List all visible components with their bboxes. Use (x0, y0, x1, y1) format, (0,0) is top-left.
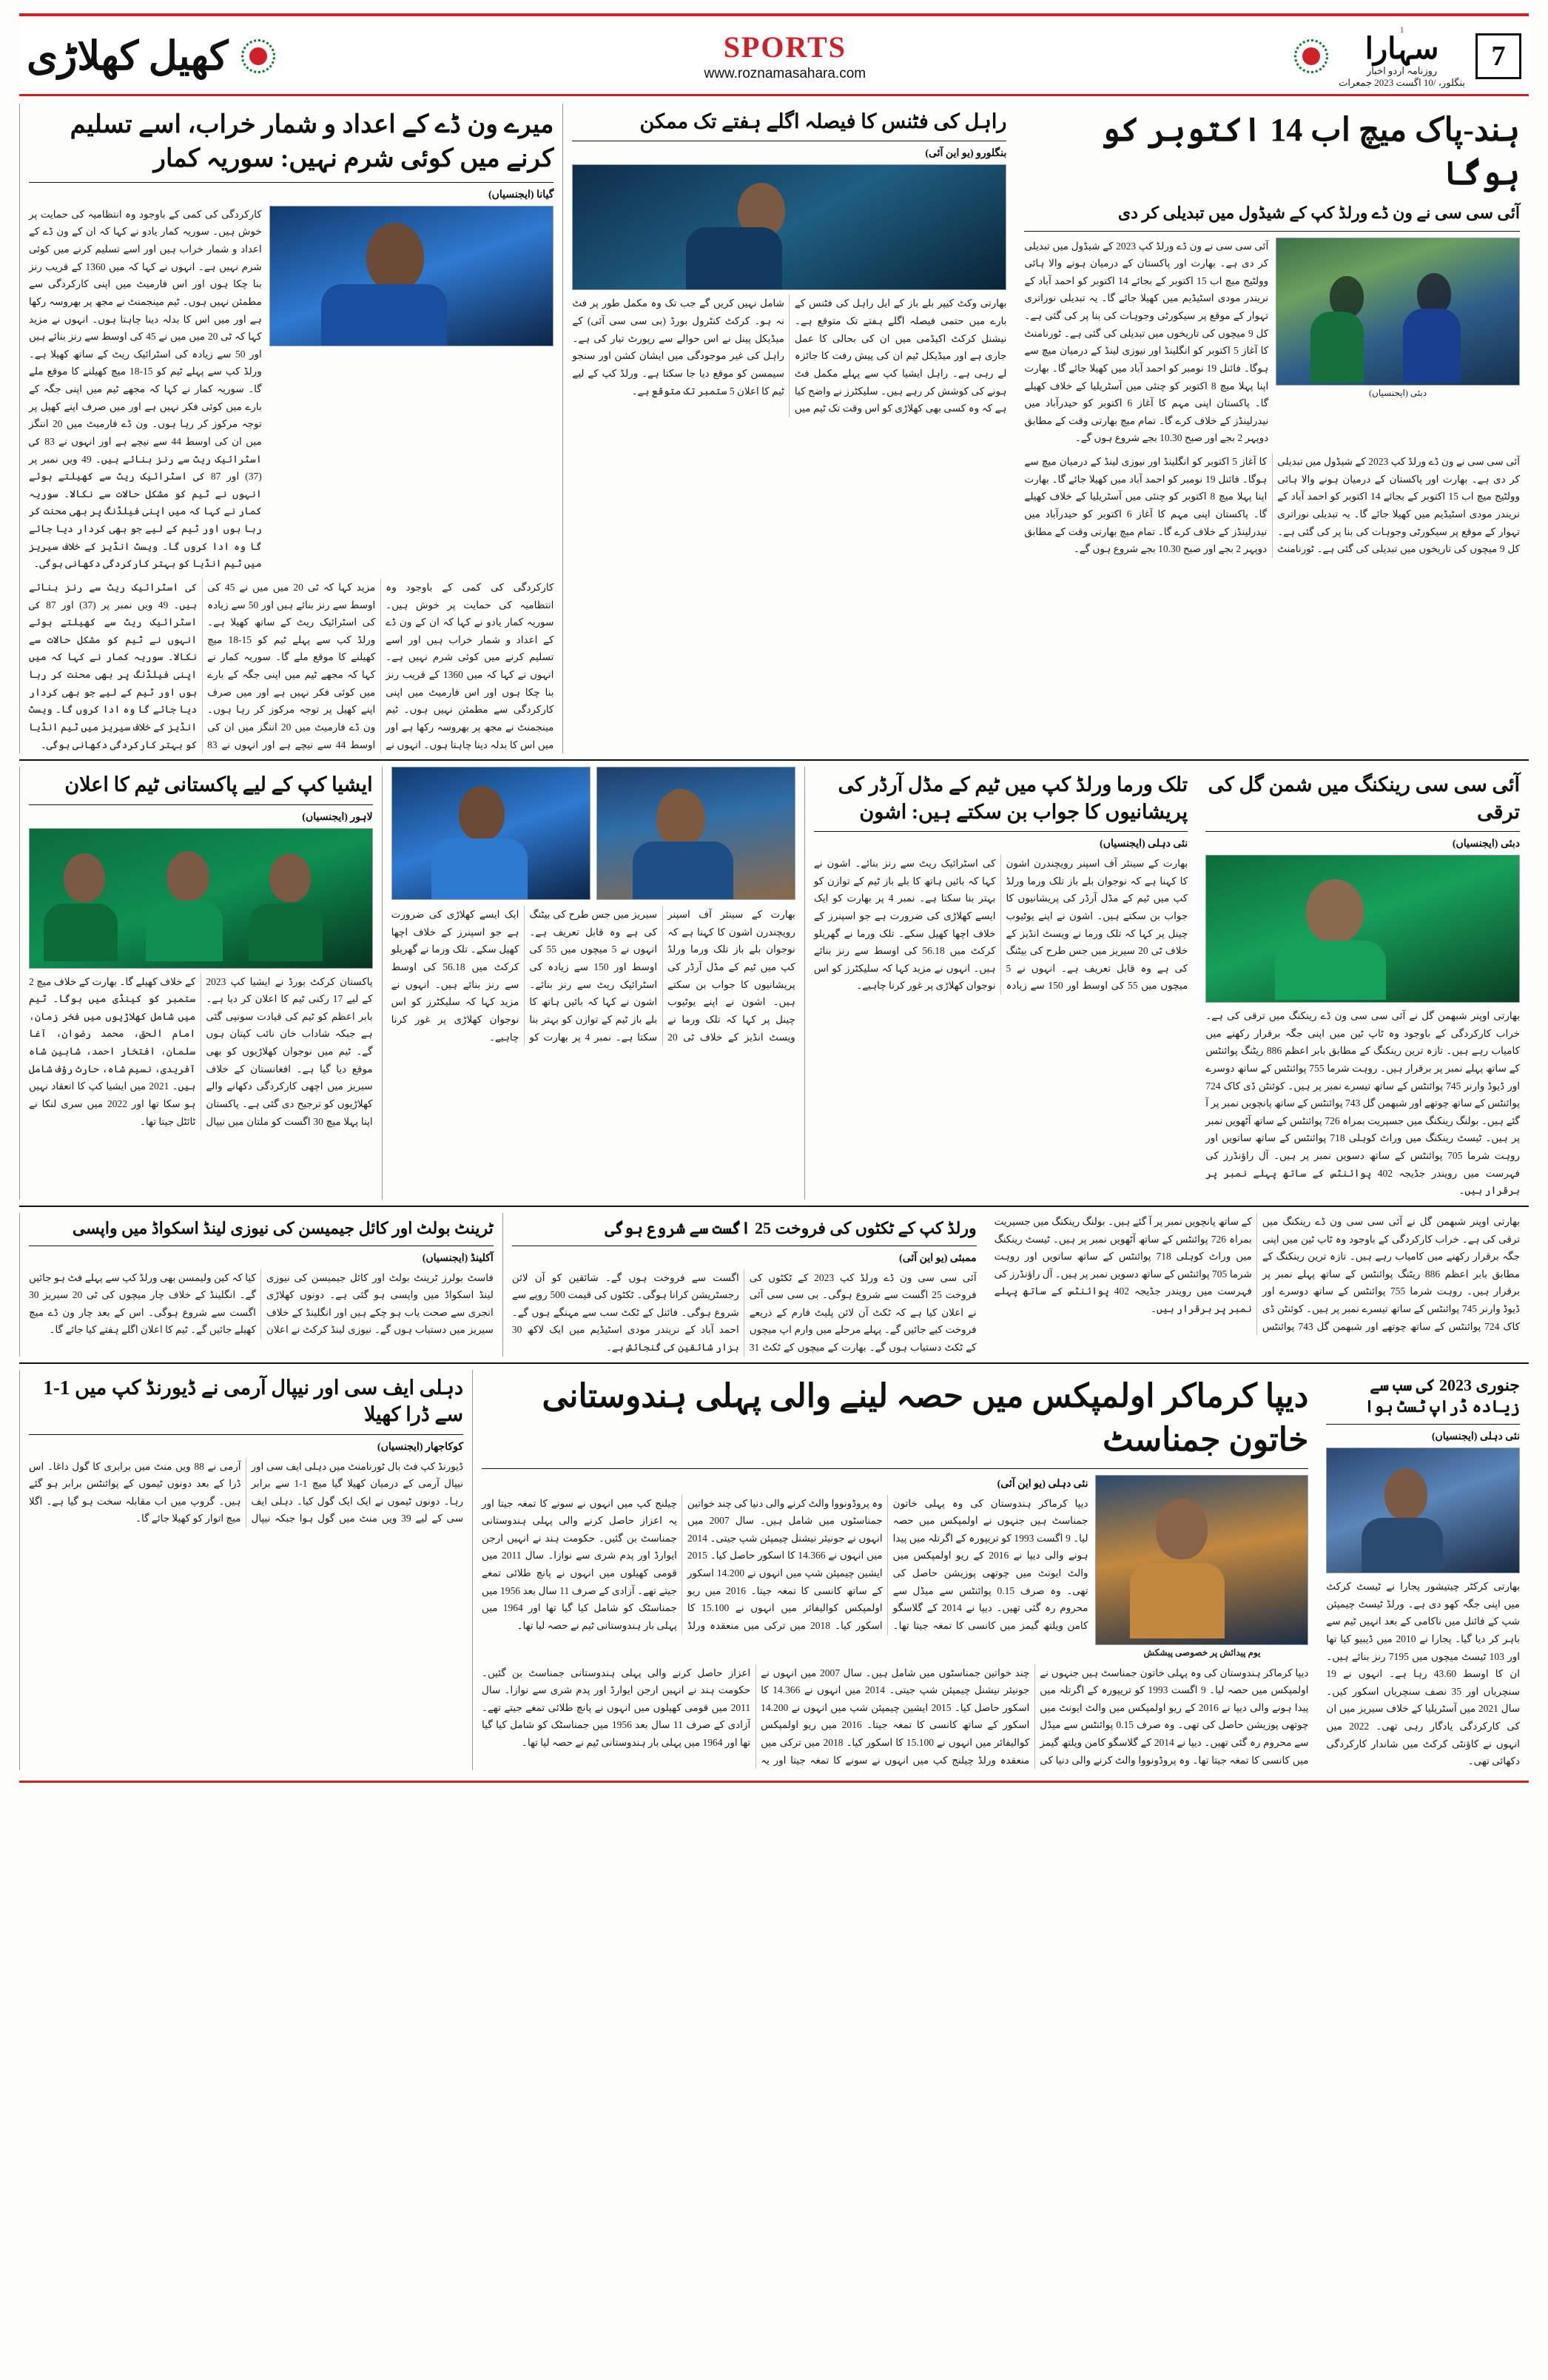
article-indpak (1015, 104, 1529, 753)
bolt-body: فاسٹ بولرز ٹرینٹ بولٹ اور کائل جیمیسن کی نیوزی لینڈ اسکواڈ میں واپسی ہو گئی ہے۔ دونوں کھلاڑی انجری سے صحت یاب ہو چکے ہیں اور انگلینڈ کے خلاف سیریز میں دستیاب ہوں گے۔ نیوزی لینڈ کرکٹ نے اعلان کیا کہ کین ولیمسن بھی ورلڈ کپ سے پہلے فٹ ہو جائیں گے۔ انگلینڈ کے خلاف چار میچوں کی ٹی 20 سیریز 30 اگست سے شروع ہوگی۔ اس کے بعد چار ون ڈے میچ کھیلے جائیں گے۔ ٹیم کا اعلان اگلے ہفتے کیا جائے گا۔ (29, 1271, 494, 1336)
ashwin-headline: تلک ورما ورلڈ کپ میں ٹیم کے مڈل آرڈر کی پریشانیوں کا جواب بن سکتے ہیں: اشون (838, 773, 1188, 823)
wcstart-body: آئی سی سی ون ڈے ورلڈ کپ 2023 کے ٹکٹوں کی فروخت 25 اگست سے شروع ہوگی۔ بی سی سی آئی نے اعلان کیا ہے کہ ٹکٹ آن لائن پلیٹ فارم کے ذریعے فروخت کیے جائیں گے۔ پہلے مرحلے میں وارم اپ میچوں کے ٹکٹ دستیاب ہوں گے۔ بھارت کے میچوں کے ٹکٹ 31 اگست سے فروخت ہوں گے۔ شائقین کو آن لائن رجسٹریشن کرانا ہوگی۔ ٹکٹوں کی قیمت 500 روپے سے شروع ہوگی۔ فائنل کے ٹکٹ سب سے مہنگے ہوں گے۔ احمد آباد کے نریندر مودی اسٹیڈیم میں ایک لاکھ 30 ہزار شائقین کی گنجائش ہے۔ (511, 1271, 977, 1354)
rahul-byline: بنگلورو (یو این آئی) (925, 148, 1007, 160)
indpak-body-a: آئی سی سی نے ون ڈے ورلڈ کپ 2023 کے شیڈول میں تبدیلی کر دی ہے۔ بھارت اور پاکستان کے درمیان ہونے والا ہائی وولٹیج میچ اب 15 اکتوبر کے بجائے 14 اکتوبر کو احمد آباد کے نریندر مودی اسٹیڈیم میں کھیلا جائے گا۔ یہ تبدیلی نوراتری تہوار کے موقع پر سیکورٹی وجوہات کی بنا پر کی گئی ہے۔ کل 9 میچوں کی تاریخوں میں تبدیلی کی گئی ہے۔ ٹورنامنٹ کا آغاز 5 اکتوبر کو انگلینڈ اور نیوزی لینڈ کے درمیان میچ سے ہوگا۔ فائنل 19 نومبر کو احمد آباد میں کھیلا جائے گا۔ بھارت اپنا پہلا میچ 8 اکتوبر کو چنئی میں آسٹریلیا کے خلاف کھیلے گا۔ پاکستان اپنی مہم کا آغاز 6 اکتوبر کو حیدرآباد میں نیدرلینڈز کے خلاف کرے گا۔ تمام میچ بھارتی وقت کے مطابق دوپہر 2 بجے اور صبح 10.30 بجے شروع ہوں گے۔ (1024, 240, 1269, 444)
masthead-right (27, 33, 275, 79)
delhi-byline: کوکاجھار (ایجنسیاں) (377, 1441, 464, 1453)
indpak-subhead: آئی سی سی نے ون ڈے ورلڈ کپ کے شیڈول میں تبدیلی کر دی (1117, 203, 1520, 222)
suryakumar-body-b: کارکردگی کی کمی کے باوجود وہ انتظامیہ کی حمایت پر خوش ہیں۔ سوریہ کمار یادو نے کہا کہ ان کے ون ڈے کے اعداد و شمار خراب ہیں اور اسے تسلیم کرنے میں کوئی شرم نہیں ہے۔ انہوں نے کہا کہ میں 1360 کے قریب رنز بنا چکا ہوں اور اس فارمیٹ میں اپنی کارکردگی سے مطمئن نہیں ہوں۔ ٹیم مینجمنٹ نے مجھ پر بھروسہ رکھا ہے اور میں اس کا بدلہ دینا چاہتا ہوں۔ انہوں نے مزید کہا کہ ٹی 20 میں میں نے 45 کی اوسط سے رنز بنائے ہیں اور 50 سے زیادہ کی اسٹرائیک ریٹ کے ساتھ کھیلا ہے۔ ورلڈ کپ سے پہلے ٹیم کو 15-18 میچ کھیلنے کا موقع ملے گا۔ سوریہ کمار نے کہا کہ مجھے ٹیم میں اپنی جگہ کے بارے میں کوئی فکر نہیں ہے اور میں صرف اپنے کھیل پر توجہ مرکوز کر رہا ہوں۔ ون ڈے فارمیٹ میں 20 اننگز میں ان کی اوسط 44 سے نیچے ہے اور انہوں نے 83 کی اسٹرائیک ریٹ سے رنز بنائے ہیں۔ 49 ویں نمبر پر (37) اور 87 کی اسٹرائیک ریٹ سے کھیلتے ہوئے انہوں نے ٹیم کو مشکل حالات سے نکالا۔ سوریہ کمار نے کہا کہ میں اپنی فیلڈنگ پر بھی محنت کر رہا ہوں اور ٹیم کے لیے جو بھی کردار دیا جائے گا وہ ادا کروں گا۔ ویسٹ انڈیز کے خلاف سیریز میں ٹیم انڈیا کو بہتر کارکردگی دکھانی ہوگی۔ (29, 581, 554, 750)
article-shafali (1197, 767, 1529, 1200)
middle-section (19, 767, 1529, 1200)
rahul-photo (572, 164, 1006, 290)
top-section (19, 104, 1529, 753)
ashwin-body-main: بھارت کے سینئر آف اسپنر رویچندرن اشون کا کہنا ہے کہ نوجوان بلے باز تلک ورما ورلڈ کپ میں ٹیم کے مڈل آرڈر کی پریشانیوں کا جواب بن سکتے ہیں۔ اشون نے اپنے یوٹیوب چینل پر کہا کہ تلک ورما نے ویسٹ انڈیز کے خلاف ٹی 20 سیریز میں جس طرح کی بیٹنگ کی ہے وہ قابل تعریف ہے۔ انہوں نے 5 میچوں میں 55 کی اوسط اور 150 سے زیادہ کی اسٹرائیک ریٹ سے رنز بنائے۔ اشون نے کہا کہ بائیں ہاتھ کا بلے باز ٹیم کے توازن کو بہتر بنا سکتا ہے۔ نمبر 4 پر بھارت کو ایک ایسے کھلاڑی کی ضرورت ہے جو اسپنرز کے خلاف اچھا کھیل سکے۔ تلک ورما نے گھریلو کرکٹ میں 56.18 کی اوسط سے رنز بنائے ہیں۔ انہوں نے مزید کہا کہ سلیکٹرز کو اس نوجوان کھلاڑی پر غور کرنا چاہیے۔ (391, 909, 795, 1043)
article-shafali-cont (986, 1213, 1529, 1357)
rahul-body: بھارتی وکٹ کیپر بلے باز کے ایل راہل کی فٹنس کے بارے میں حتمی فیصلہ اگلے ہفتے تک متوقع ہے۔ نیشنل کرکٹ اکیڈمی میں ان کی بحالی کا عمل جاری ہے اور میڈیکل ٹیم ان کی پیش رفت کا جائزہ لے رہی ہے۔ راہل ایشیا کپ سے پہلے مکمل فٹ ہونے کی کوشش کر رہے ہیں۔ سلیکٹرز نے واضح کیا ہے کہ وہ کسی بھی کھلاڑی کو اس وقت تک ٹیم میں شامل نہیں کریں گے جب تک وہ مکمل طور پر فٹ نہ ہو۔ کرکٹ کنٹرول بورڈ (بی سی سی آئی) کے میڈیکل پینل نے اس حوالے سے رپورٹ تیار کی ہے۔ راہل کی غیر موجودگی میں ایشان کشن اور سنجو سیمسن کو موقع دیا جا سکتا ہے۔ ورلڈ کپ کے لیے ٹیم کا اعلان 5 ستمبر تک متوقع ہے۔ (572, 298, 1007, 414)
article-ashwin-sidecol (804, 767, 1197, 1200)
suryakumar-headline: میرے ون ڈے کے اعداد و شمار خراب، اسے تسلیم کرنے میں کوئی شرم نہیں: سوریہ کمار (70, 111, 554, 172)
section-title-english: SPORTS (723, 30, 847, 64)
ashwin-byline: نئی دہلی (ایجنسیاں) (1100, 838, 1188, 850)
shafali-photo (1205, 855, 1520, 1003)
asiacup-body: پاکستان کرکٹ بورڈ نے ایشیا کپ 2023 کے لیے 17 رکنی ٹیم کا اعلان کر دیا ہے۔ بابر اعظم کو ٹیم کی قیادت سونپی گئی ہے جبکہ شاداب خان نائب کپتان ہوں گے۔ ٹیم میں نوجوان کھلاڑیوں کو بھی موقع دیا گیا ہے۔ افغانستان کے خلاف سیریز میں اچھی کارکردگی دکھانے والے کھلاڑیوں کو ترجیح دی گئی ہے۔ پاکستان اپنا پہلا میچ 30 اگست کو ملتان میں نیپال کے خلاف کھیلے گا۔ بھارت کے خلاف میچ 2 ستمبر کو کینڈی میں ہوگا۔ ٹیم میں شامل کھلاڑیوں میں فخر زمان، امام الحق، محمد رضوان، آغا سلمان، افتخار احمد، شاہین شاہ آفریدی، نسیم شاہ، حارث رؤف شامل ہیں۔ 2021 میں ایشیا کپ کا انعقاد نہیں ہو سکا تھا اور 2022 میں سری لنکا نے ٹائٹل جیتا تھا۔ (29, 975, 373, 1127)
deepa-headline: دیپا کرماکر اولمپکس میں حصہ لینے والی پہلی ہندوستانی خاتون جمناسٹ (542, 1377, 1309, 1459)
sun-icon-right (241, 39, 275, 73)
wcstart-headline: ورلڈ کپ کے ٹکٹوں کی فروخت 25 اگست سے شروع ہوگی (605, 1218, 977, 1237)
article-test2023 (1317, 1370, 1529, 1770)
asiacup-byline: لاہور (ایجنسیاں) (302, 811, 373, 823)
article-bolt (19, 1213, 502, 1357)
logo-dateline: بنگلور، /10 اگست 2023 جمعرات (1339, 76, 1465, 88)
indpak-body-b: آئی سی سی نے ون ڈے ورلڈ کپ 2023 کے شیڈول میں تبدیلی کر دی ہے۔ بھارت اور پاکستان کے درمیان ہونے والا ہائی وولٹیج میچ اب 15 اکتوبر کے بجائے 14 اکتوبر کو احمد آباد کے نریندر مودی اسٹیڈیم میں کھیلا جائے گا۔ یہ تبدیلی نوراتری تہوار کے موقع پر سیکورٹی وجوہات کی بنا پر کی گئی ہے۔ کل 9 میچوں کی تاریخوں میں تبدیلی کی گئی ہے۔ ٹورنامنٹ کا آغاز 5 اکتوبر کو انگلینڈ اور نیوزی لینڈ کے درمیان میچ سے ہوگا۔ فائنل 19 نومبر کو احمد آباد میں کھیلا جائے گا۔ بھارت اپنا پہلا میچ 8 اکتوبر کو چنئی میں آسٹریلیا کے خلاف کھیلے گا۔ پاکستان اپنی مہم کا آغاز 6 اکتوبر کو حیدرآباد میں نیدرلینڈز کے خلاف کرے گا۔ تمام میچ بھارتی وقت کے مطابق دوپہر 2 بجے اور صبح 10.30 بجے شروع ہوں گے۔ (1024, 456, 1521, 555)
website-url: www.roznamasahara.com (704, 66, 866, 81)
masthead-left (1294, 25, 1521, 87)
asiacup-headline: ایشیا کپ کے لیے پاکستانی ٹیم کا اعلان (64, 773, 373, 796)
article-rahul (562, 104, 1015, 753)
shafali-body: بھارتی اوپنر شبھمن گل نے آئی سی سی ون ڈے رینکنگ میں ترقی کی ہے۔ خراب کارکردگی کے باوجود وہ ٹاپ ٹین میں اپنی جگہ برقرار رکھنے میں کامیاب رہے ہیں۔ تازہ ترین رینکنگ کے مطابق بابر اعظم 886 ریٹنگ پوائنٹس کے ساتھ پہلے نمبر پر برقرار ہیں۔ روہت شرما 755 پوائنٹس کے ساتھ دوسرے اور ڈیوڈ وارنر 745 پوائنٹس کے ساتھ تیسرے نمبر پر ہیں۔ کوئنٹن ڈی کاک 724 پوائنٹس کے ساتھ چوتھے اور شبھمن گل 743 پوائنٹس کے ساتھ پانچویں نمبر پر آ گئے ہیں۔ بولنگ رینکنگ میں جسپریت بمراہ 726 پوائنٹس کے ساتھ آٹھویں نمبر پر ہیں۔ ٹیسٹ رینکنگ میں وراٹ کوہلی 718 پوائنٹس کے ساتھ ساتویں اور روہت شرما 705 پوائنٹس کے ساتھ دسویں نمبر پر ہیں۔ آل راؤنڈرز کی فہرست میں رویندر جڈیجہ 402 پوائنٹس کے ساتھ پہلے نمبر پر برقرار ہیں۔ (1205, 1010, 1521, 1197)
indpak-photo (1276, 238, 1520, 386)
rahul-headline: راہل کی فٹنس کا فیصلہ اگلے ہفتے تک ممکن (639, 110, 1007, 132)
bolt-headline: ٹرینٹ بولٹ اور کائل جیمیسن کی نیوزی لینڈ اسکواڈ میں واپسی (72, 1218, 494, 1237)
test2023-photo (1326, 1448, 1520, 1573)
article-ashwin-main (382, 767, 804, 1200)
deepa-body-cont: دیپا کرماکر ہندوستان کی وہ پہلی خاتون جمناسٹ ہیں جنہوں نے اولمپکس میں حصہ لیا۔ 9 اگست 1993 کو تریپورہ کے اگرتلہ میں پیدا ہونے والی دیپا نے 2016 کے ریو اولمپکس میں والٹ ایونٹ میں چوتھی پوزیشن حاصل کی تھی۔ وہ صرف 0.15 پوائنٹس سے میڈل سے محروم رہ گئی تھیں۔ دیپا نے 2014 کے گلاسگو کامن ویلتھ گیمز میں کانسی کا تمغہ جیتا تھا۔ وہ پروڈونووا والٹ کرنے والی دنیا کی چند خواتین جمناسٹوں میں شامل ہیں۔ سال 2007 میں انہوں نے جونیئر نیشنل چیمپئن شپ جیتی۔ 2014 میں انہوں نے 14.366 کا اسکور حاصل کیا۔ 2015 ایشین چیمپئن شپ میں انہوں نے 14.200 اسکور کے ساتھ کانسی کا تمغہ جیتا۔ 2016 میں ریو اولمپکس کوالیفائر میں انہوں نے 15.100 کا اسکور کیا۔ 2018 میں ترکی میں منعقدہ ورلڈ چیلنج کپ میں انہوں نے سونے کا تمغہ جیتا اور یہ اعزاز حاصل کرنے والی پہلی ہندوستانی جمناسٹ بن گئیں۔ حکومت ہند نے انہیں ارجن ایوارڈ اور پدم شری سے نوازا۔ سال 2011 میں قومی کھیلوں میں انہوں نے پانچ طلائی تمغے جیتے تھے۔ آزادی کے صرف 11 سال بعد 1956 میں جمناسٹک کو شامل کیا گیا تھا اور 1964 میں پہلی بار ہندوستانی ٹیم نے حصہ لیا تھا۔ (482, 1667, 1309, 1766)
article-asiacup (19, 767, 382, 1200)
delhi-headline: دہلی ایف سی اور نیپال آرمی نے ڈیورنڈ کپ میں 1-1 سے ڈرا کھیلا (43, 1376, 464, 1426)
section-title-urdu: کھیل کھلاڑی (27, 34, 229, 78)
suryakumar-photo (269, 206, 554, 346)
ashwin-body-side: بھارت کے سینئر آف اسپنر رویچندرن اشون کا کہنا ہے کہ نوجوان بلے باز تلک ورما ورلڈ کپ میں ٹیم کے مڈل آرڈر کی پریشانیوں کا جواب بن سکتے ہیں۔ اشون نے اپنے یوٹیوب چینل پر کہا کہ تلک ورما نے ویسٹ انڈیز کے خلاف ٹی 20 سیریز میں جس طرح کی بیٹنگ کی ہے وہ قابل تعریف ہے۔ انہوں نے 5 میچوں میں 55 کی اوسط اور 150 سے زیادہ کی اسٹرائیک ریٹ سے رنز بنائے۔ اشون نے کہا کہ بائیں ہاتھ کا بلے باز ٹیم کے توازن کو بہتر بنا سکتا ہے۔ نمبر 4 پر بھارت کو ایک ایسے کھلاڑی کی ضرورت ہے جو اسپنرز کے خلاف اچھا کھیل سکے۔ تلک ورما نے گھریلو کرکٹ میں 56.18 کی اوسط سے رنز بنائے ہیں۔ انہوں نے مزید کہا کہ سلیکٹرز کو اس نوجوان کھلاڑی پر غور کرنا چاہیے۔ (813, 858, 1188, 992)
ashwin-photo-1 (596, 767, 795, 900)
logo-tagline: روزنامہ اردو اخبار (1366, 64, 1438, 76)
test2023-body: بھارتی کرکٹر چیتیشور پجارا نے ٹیسٹ کرکٹ میں اپنی جگہ کھو دی ہے۔ ورلڈ ٹیسٹ چیمپئن شپ کے فائنل میں ناکامی کے بعد انہیں ٹیم سے باہر کر دیا گیا۔ پجارا نے 2010 میں ڈیبیو کیا تھا اور 103 ٹیسٹ میچوں میں 7195 رنز بنائے ہیں۔ ان کا اوسط 43.60 رہا ہے۔ انہوں نے 19 سنچریاں اور 35 نصف سنچریاں اسکور کیں۔ سال 2021 میں آسٹریلیا کے خلاف سیریز میں ان کی کارکردگی یادگار رہی تھی۔ 2022 میں انہوں نے کاؤنٹی کرکٹ میں شاندار کارکردگی دکھائی تھی۔ (1326, 1581, 1521, 1767)
masthead-center (275, 30, 1294, 82)
asiacup-photo (29, 828, 373, 969)
logo-urdu-title: سہارا (1364, 31, 1439, 65)
logo-top-number: 1 (1399, 24, 1404, 35)
deepa-body: دیپا کرماکر ہندوستان کی وہ پہلی خاتون جمناسٹ ہیں جنہوں نے اولمپکس میں حصہ لیا۔ 9 اگست 1993 کو تریپورہ کے اگرتلہ میں پیدا ہونے والی دیپا نے 2016 کے ریو اولمپکس میں والٹ ایونٹ میں چوتھی پوزیشن حاصل کی تھی۔ وہ صرف 0.15 پوائنٹس سے میڈل سے محروم رہ گئی تھیں۔ دیپا نے 2014 کے گلاسگو کامن ویلتھ گیمز میں کانسی کا تمغہ جیتا تھا۔ وہ پروڈونووا والٹ کرنے والی دنیا کی چند خواتین جمناسٹوں میں شامل ہیں۔ سال 2007 میں انہوں نے جونیئر نیشنل چیمپئن شپ جیتی۔ 2014 میں انہوں نے 14.366 کا اسکور حاصل کیا۔ 2015 ایشین چیمپئن شپ میں انہوں نے 14.200 اسکور کے ساتھ کانسی کا تمغہ جیتا۔ 2016 میں ریو اولمپکس کوالیفائر میں انہوں نے 15.100 کا اسکور کیا۔ 2018 میں ترکی میں منعقدہ ورلڈ چیلنج کپ میں انہوں نے سونے کا تمغہ جیتا اور یہ اعزاز حاصل کرنے والی پہلی ہندوستانی جمناسٹ بن گئیں۔ حکومت ہند نے انہیں ارجن ایوارڈ اور پدم شری سے نوازا۔ سال 2011 میں قومی کھیلوں میں انہوں نے پانچ طلائی تمغے جیتے تھے۔ آزادی کے صرف 11 سال بعد 1956 میں جمناسٹک کو شامل کیا گیا تھا اور 1964 میں پہلی بار ہندوستانی ٹیم نے حصہ لیا تھا۔ (482, 1497, 1088, 1631)
wcstart-byline: ممبئی (یو این آئی) (899, 1252, 977, 1264)
sun-icon-left (1294, 39, 1328, 73)
suryakumar-body-a: کارکردگی کی کمی کے باوجود وہ انتظامیہ کی حمایت پر خوش ہیں۔ سوریہ کمار یادو نے کہا کہ ان کے ون ڈے کے اعداد و شمار خراب ہیں اور اسے تسلیم کرنے میں کوئی شرم نہیں ہے۔ انہوں نے کہا کہ میں 1360 کے قریب رنز بنا چکا ہوں اور اس فارمیٹ میں اپنی کارکردگی سے مطمئن نہیں ہوں۔ ٹیم مینجمنٹ نے مجھ پر بھروسہ رکھا ہے اور میں اس کا بدلہ دینا چاہتا ہوں۔ انہوں نے مزید کہا کہ ٹی 20 میں میں نے 45 کی اوسط سے رنز بنائے ہیں اور 50 سے زیادہ کی اسٹرائیک ریٹ کے ساتھ کھیلا ہے۔ ورلڈ کپ سے پہلے ٹیم کو 15-18 میچ کھیلنے کا موقع ملے گا۔ سوریہ کمار نے کہا کہ مجھے ٹیم میں اپنی جگہ کے بارے میں کوئی فکر نہیں ہے اور میں صرف اپنے کھیل پر توجہ مرکوز کر رہا ہوں۔ ون ڈے فارمیٹ میں 20 اننگز میں ان کی اوسط 44 سے نیچے ہے اور انہوں نے 83 کی اسٹرائیک ریٹ سے رنز بنائے ہیں۔ 49 ویں نمبر پر (37) اور 87 کی اسٹرائیک ریٹ سے کھیلتے ہوئے انہوں نے ٹیم کو مشکل حالات سے نکالا۔ سوریہ کمار نے کہا کہ میں اپنی فیلڈنگ پر بھی محنت کر رہا ہوں اور ٹیم کے لیے جو بھی کردار دیا جائے گا وہ ادا کروں گا۔ ویسٹ انڈیز کے خلاف سیریز میں ٹیم انڈیا کو بہتر کارکردگی دکھانی ہوگی۔ (29, 208, 262, 570)
deepa-byline: نئی دہلی (یو این آئی) (997, 1478, 1088, 1490)
deepa-photo (1095, 1475, 1308, 1645)
delhi-body: ڈیورنڈ کپ فٹ بال ٹورنامنٹ میں دہلی ایف سی اور نیپال آرمی کے درمیان کھیلا گیا میچ 1-1 سے برابر رہا۔ دونوں ٹیموں نے ایک ایک گول کیا۔ دہلی ایف سی کے لیے 39 ویں منٹ میں گول ہوا جبکہ نیپال آرمی نے 88 ویں منٹ میں برابری کا گول داغا۔ اس ڈرا کے بعد دونوں ٹیموں کے پوائنٹس برابر ہو گئے ہیں۔ گروپ میں اب مقابلہ سخت ہو گیا ہے۔ اگلا میچ اتوار کو کھیلا جائے گا۔ (29, 1460, 464, 1525)
shafali-body-cont: بھارتی اوپنر شبھمن گل نے آئی سی سی ون ڈے رینکنگ میں ترقی کی ہے۔ خراب کارکردگی کے باوجود وہ ٹاپ ٹین میں اپنی جگہ برقرار رکھنے میں کامیاب رہے ہیں۔ تازہ ترین رینکنگ کے مطابق بابر اعظم 886 ریٹنگ پوائنٹس کے ساتھ پہلے نمبر پر برقرار ہیں۔ روہت شرما 755 پوائنٹس کے ساتھ دوسرے اور ڈیوڈ وارنر 745 پوائنٹس کے ساتھ تیسرے نمبر پر ہیں۔ کوئنٹن ڈی کاک 724 پوائنٹس کے ساتھ چوتھے اور شبھمن گل 743 پوائنٹس کے ساتھ پانچویں نمبر پر آ گئے ہیں۔ بولنگ رینکنگ میں جسپریت بمراہ 726 پوائنٹس کے ساتھ آٹھویں نمبر پر ہیں۔ ٹیسٹ رینکنگ میں وراٹ کوہلی 718 پوائنٹس کے ساتھ ساتویں اور روہت شرما 705 پوائنٹس کے ساتھ دسویں نمبر پر ہیں۔ آل راؤنڈرز کی فہرست میں رویندر جڈیجہ 402 پوائنٹس کے ساتھ پہلے نمبر پر برقرار ہیں۔ (994, 1215, 1521, 1332)
test2023-byline: نئی دہلی (ایجنسیاں) (1431, 1431, 1520, 1443)
shafali-headline: آئی سی سی رینکنگ میں شمن گل کی ترقی (1208, 773, 1520, 823)
article-delhi (19, 1370, 472, 1770)
test2023-headline: جنوری 2023 کی سب سے زیادہ ڈراپ ٹسٹ ہوا (1364, 1375, 1520, 1416)
footer-rule (19, 1781, 1529, 1783)
suryakumar-byline: گیانا (ایجنسیاں) (488, 189, 554, 201)
bolt-byline: آکلینڈ (ایجنسیاں) (422, 1252, 494, 1264)
bottom-section (19, 1370, 1529, 1770)
third-section (19, 1213, 1529, 1357)
article-suryakumar (19, 104, 562, 753)
article-wcstart (502, 1213, 986, 1357)
shafali-byline: دبئی (ایجنسیاں) (1452, 838, 1520, 850)
ashwin-photo-2 (391, 767, 590, 900)
indpak-photo-caption: دبئی (ایجنسیاں) (1369, 387, 1427, 398)
article-deepa (472, 1370, 1317, 1770)
deepa-special-label: یوم پیدائش پر خصوصی پیشکش (1143, 1647, 1261, 1658)
masthead (19, 13, 1529, 96)
page-number: 7 (1475, 33, 1521, 79)
newspaper-logo (1339, 25, 1465, 87)
indpak-headline: ہند-پاک میچ اب 14 اکتوبر کو ہوگا (1101, 112, 1520, 192)
